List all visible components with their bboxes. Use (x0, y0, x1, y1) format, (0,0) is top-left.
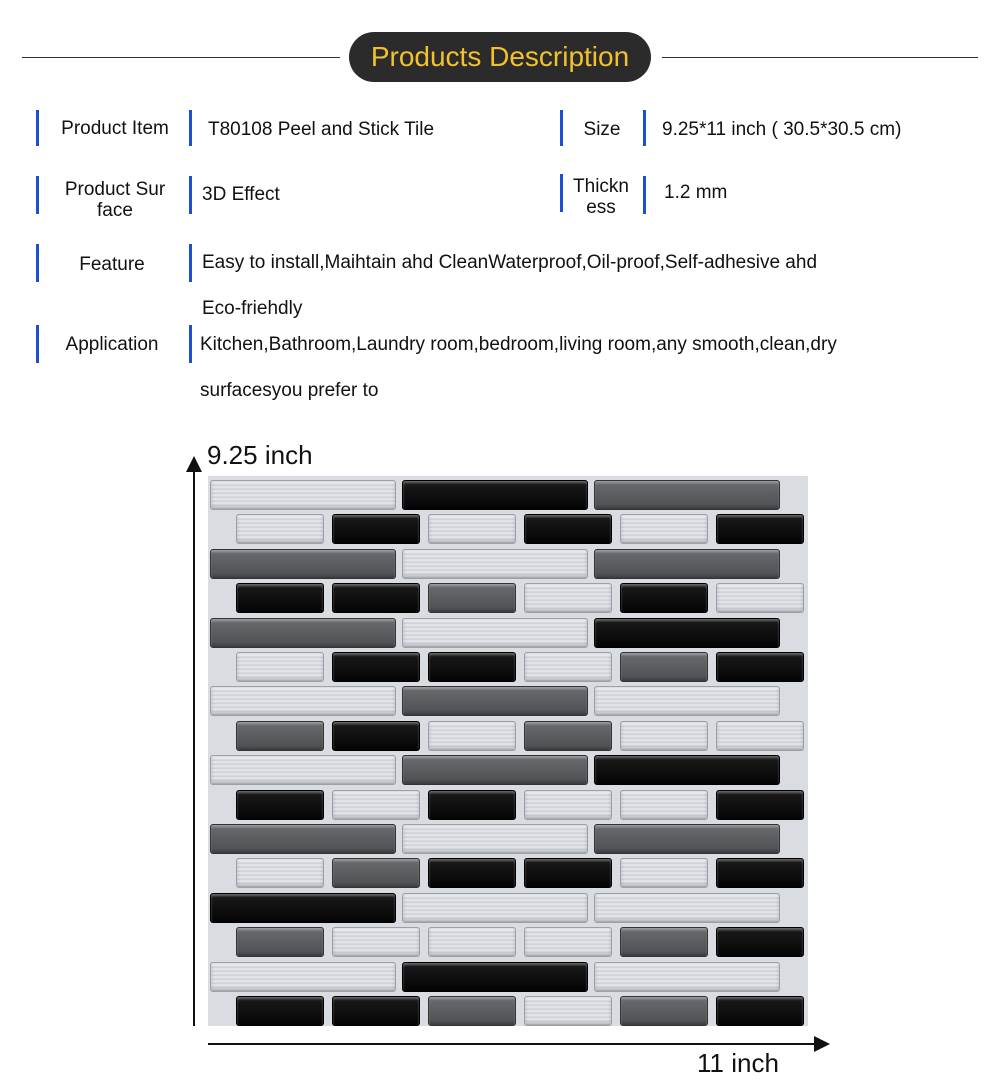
tile-brick (402, 618, 588, 648)
tile-brick (236, 858, 324, 888)
tile-brick (332, 514, 420, 544)
value-accent-bar (189, 176, 192, 214)
tile-brick (620, 858, 708, 888)
tile-brick (620, 652, 708, 682)
product-surface-label (42, 179, 188, 221)
tile-brick (428, 721, 516, 751)
tile-row (208, 962, 808, 992)
tile-brick (402, 962, 588, 992)
tile-brick (402, 480, 588, 510)
tile-brick (594, 755, 780, 785)
tile-brick (716, 927, 804, 957)
tile-brick (428, 652, 516, 682)
tile-row (208, 721, 808, 751)
value-accent-bar (643, 176, 646, 214)
tile-brick (428, 514, 516, 544)
tile-row (208, 893, 808, 923)
width-dimension-line (208, 1043, 816, 1045)
tile-brick (332, 652, 420, 682)
thickness-label-line2: ess (586, 197, 616, 218)
tile-brick (402, 686, 588, 716)
thickness-label (566, 176, 636, 218)
tile-brick (236, 652, 324, 682)
tile-brick (402, 824, 588, 854)
tile-brick (620, 583, 708, 613)
tile-brick (210, 962, 396, 992)
tile-brick (524, 927, 612, 957)
tile-brick (428, 790, 516, 820)
tile-brick (236, 721, 324, 751)
tile-brick (210, 824, 396, 854)
tile-brick (210, 618, 396, 648)
tile-brick (332, 721, 420, 751)
tile-brick (594, 962, 780, 992)
tile-brick (524, 721, 612, 751)
tile-brick (524, 790, 612, 820)
size-label: Size (583, 119, 621, 140)
header-divider-left (22, 57, 340, 58)
tile-row (208, 824, 808, 854)
product-item-label: Product Item (61, 118, 169, 139)
value-accent-bar (643, 110, 646, 146)
tile-brick (594, 824, 780, 854)
tile-brick (594, 893, 780, 923)
tile-brick (236, 514, 324, 544)
tile-row (208, 652, 808, 682)
tile-brick (620, 927, 708, 957)
tile-brick (236, 583, 324, 613)
tile-row (208, 583, 808, 613)
thickness-label-line1: Thickn (573, 176, 629, 197)
tile-row (208, 927, 808, 957)
tile-brick (716, 996, 804, 1026)
tile-brick (332, 858, 420, 888)
value-accent-bar (189, 244, 192, 282)
tile-brick (210, 686, 396, 716)
tile-brick (594, 618, 780, 648)
tile-brick (716, 858, 804, 888)
tile-brick (402, 755, 588, 785)
tile-brick (332, 996, 420, 1026)
tile-brick (716, 514, 804, 544)
product-surface-value: 3D Effect (202, 184, 280, 205)
feature-value-line2: Eco-friehdly (202, 298, 303, 319)
tile-brick (332, 583, 420, 613)
tile-row (208, 858, 808, 888)
tile-brick (332, 927, 420, 957)
height-dimension-label: 9.25 inch (207, 440, 313, 470)
tile-row (208, 480, 808, 510)
tile-row (208, 790, 808, 820)
product-surface-label-line2: face (97, 200, 133, 221)
tile-brick (428, 858, 516, 888)
tile-brick (524, 858, 612, 888)
application-value-line2: surfacesyou prefer to (200, 380, 379, 401)
tile-brick (236, 790, 324, 820)
section-title: Products Description (349, 32, 651, 82)
tile-row (208, 996, 808, 1026)
tile-brick (210, 549, 396, 579)
tile-brick (402, 893, 588, 923)
label-accent-bar (36, 176, 39, 214)
tile-row (208, 514, 808, 544)
tile-brick (236, 927, 324, 957)
value-accent-bar (189, 325, 192, 363)
tile-brick (428, 927, 516, 957)
label-accent-bar (36, 325, 39, 363)
label-accent-bar (36, 110, 39, 146)
tile-brick (594, 480, 780, 510)
label-accent-bar (560, 174, 563, 212)
label-accent-bar (560, 110, 563, 146)
product-surface-label-line1: Product Sur (64, 179, 166, 200)
tile-brick (716, 583, 804, 613)
tile-brick (236, 996, 324, 1026)
tile-brick (594, 686, 780, 716)
tile-row (208, 686, 808, 716)
tile-row (208, 618, 808, 648)
tile-brick (716, 721, 804, 751)
product-item-value: T80108 Peel and Stick Tile (208, 119, 435, 140)
tile-brick (428, 583, 516, 613)
tile-brick (620, 721, 708, 751)
value-accent-bar (189, 110, 192, 146)
tile-brick (620, 514, 708, 544)
tile-brick (332, 790, 420, 820)
tile-brick (716, 790, 804, 820)
size-value: 9.25*11 inch ( 30.5*30.5 cm) (662, 119, 902, 140)
tile-brick (210, 480, 396, 510)
arrow-right-icon (814, 1036, 830, 1052)
application-label: Application (65, 334, 159, 355)
tile-brick (210, 893, 396, 923)
width-dimension-label: 11 inch (697, 1048, 779, 1078)
tile-brick (620, 996, 708, 1026)
feature-value (202, 240, 942, 332)
feature-value-line1: Easy to install,Maihtain ahd CleanWaterproof,Oil-proof,Self-adhesive ahd (202, 252, 818, 273)
tile-brick (210, 755, 396, 785)
thickness-value: 1.2 mm (664, 182, 728, 203)
tile-brick (402, 549, 588, 579)
tile-row (208, 755, 808, 785)
label-accent-bar (36, 244, 39, 282)
tile-brick (620, 790, 708, 820)
tile-brick (428, 996, 516, 1026)
tile-product-image (208, 476, 808, 1026)
tile-brick (524, 514, 612, 544)
header-divider-right (662, 57, 978, 58)
tile-brick (524, 996, 612, 1026)
application-value-line1: Kitchen,Bathroom,Laundry room,bedroom,living room,any smooth,clean,dry (200, 334, 837, 355)
tile-brick (594, 549, 780, 579)
tile-brick (716, 652, 804, 682)
tile-brick (524, 583, 612, 613)
tile-brick (524, 652, 612, 682)
feature-label: Feature (79, 254, 145, 275)
application-value (200, 322, 940, 414)
tile-row (208, 549, 808, 579)
height-dimension-line (193, 470, 195, 1026)
